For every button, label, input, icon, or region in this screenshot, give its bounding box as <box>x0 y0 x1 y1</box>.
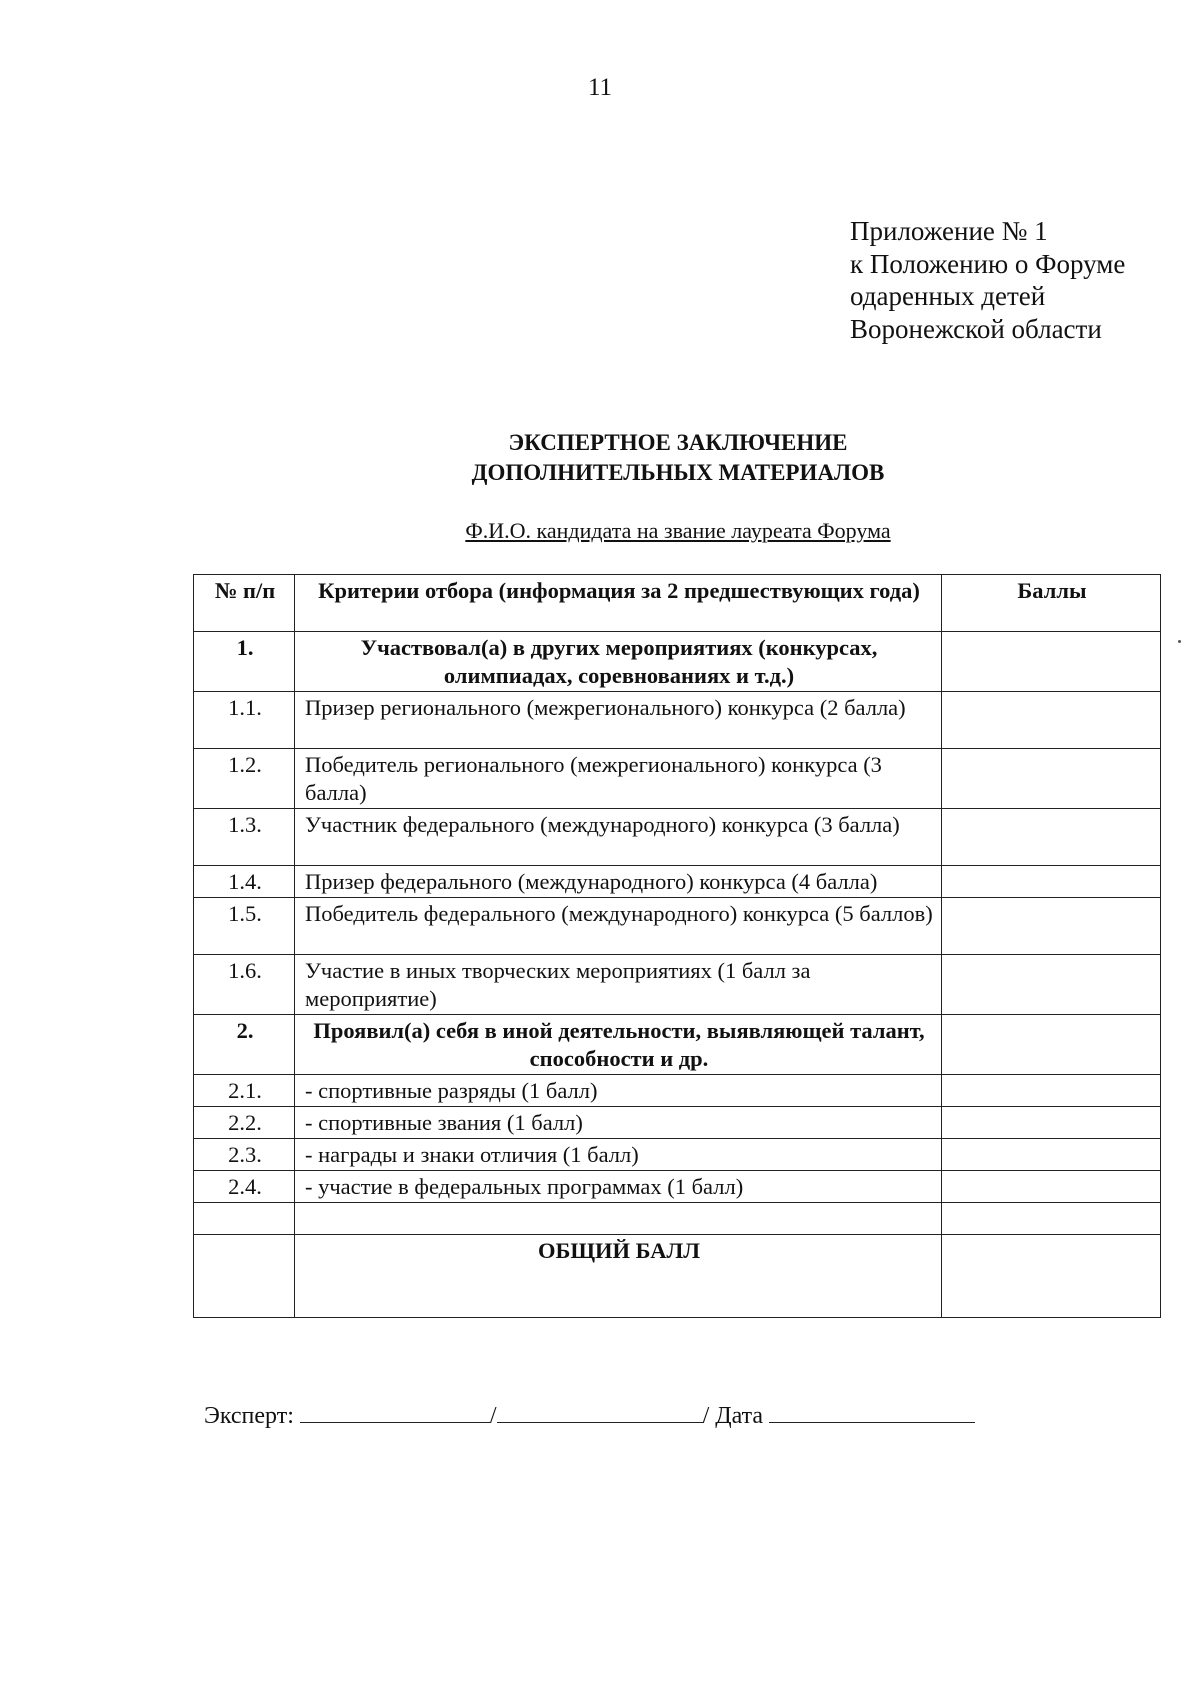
table-row <box>194 898 1161 955</box>
appendix-block <box>850 215 1125 345</box>
row-criteria: Призер регионального (межрегионального) конкурса (2 балла) <box>295 692 942 749</box>
table-row <box>194 1075 1161 1107</box>
signature-blank <box>300 1400 490 1423</box>
row-criteria: - спортивные звания (1 балл) <box>295 1107 942 1139</box>
empty-cell <box>194 1235 295 1318</box>
separator: / <box>489 1403 497 1429</box>
row-number: 1.1. <box>194 692 295 749</box>
row-criteria: Участвовал(а) в других мероприятиях (конкурсах, олимпиадах, соревнованиях и т.д.) <box>295 632 942 692</box>
row-criteria: - награды и знаки отличия (1 балл) <box>295 1139 942 1171</box>
total-score-label: ОБЩИЙ БАЛЛ <box>295 1235 942 1318</box>
score-cell <box>942 866 1161 898</box>
row-number: 1.3. <box>194 809 295 866</box>
table-header-row <box>194 575 1161 632</box>
empty-cell <box>295 1203 942 1235</box>
row-criteria: - спортивные разряды (1 балл) <box>295 1075 942 1107</box>
row-criteria: Призер федерального (международного) конкурса (4 балла) <box>295 866 942 898</box>
table-row <box>194 1015 1161 1075</box>
row-criteria: Победитель федерального (международного) конкурса (5 баллов) <box>295 898 942 955</box>
score-cell <box>942 1139 1161 1171</box>
row-number: 2.3. <box>194 1139 295 1171</box>
scan-dot <box>1178 640 1181 643</box>
score-cell <box>942 898 1161 955</box>
table-row <box>194 632 1161 692</box>
row-number: 2.1. <box>194 1075 295 1107</box>
title-line-2: ДОПОЛНИТЕЛЬНЫХ МАТЕРИАЛОВ <box>471 460 885 485</box>
name-blank <box>497 1400 703 1423</box>
score-cell <box>942 692 1161 749</box>
table-row <box>194 955 1161 1015</box>
page-number: 11 <box>587 74 613 101</box>
table-row <box>194 866 1161 898</box>
header-number: № п/п <box>194 575 295 632</box>
score-cell <box>942 1171 1161 1203</box>
table-row <box>194 1139 1161 1171</box>
appendix-line: к Положению о Форуме <box>850 248 1126 279</box>
row-criteria: Победитель регионального (межрегионального) конкурса (3 балла) <box>295 749 942 809</box>
header-criteria: Критерии отбора (информация за 2 предшествующих года) <box>295 575 942 632</box>
table-row <box>194 692 1161 749</box>
title-line-1: ЭКСПЕРТНОЕ ЗАКЛЮЧЕНИЕ <box>508 430 848 455</box>
row-criteria: Проявил(а) себя в иной деятельности, выявляющей талант, способности и др. <box>295 1015 942 1075</box>
row-number: 1.6. <box>194 955 295 1015</box>
row-number: 2.4. <box>194 1171 295 1203</box>
table-row <box>194 749 1161 809</box>
appendix-line: Воронежской области <box>850 313 1102 344</box>
row-number: 2.2. <box>194 1107 295 1139</box>
header-score: Баллы <box>942 575 1161 632</box>
row-criteria: Участие в иных творческих мероприятиях (1 балл за мероприятие) <box>295 955 942 1015</box>
appendix-line: одаренных детей <box>850 281 1046 311</box>
document-title <box>0 428 1200 488</box>
signature-line <box>204 1400 975 1430</box>
score-cell <box>942 955 1161 1015</box>
row-number: 1.4. <box>194 866 295 898</box>
row-number: 1. <box>194 632 295 692</box>
candidate-name-label: Ф.И.О. кандидата на звание лауреата Форума <box>465 518 891 543</box>
row-number: 1.2. <box>194 749 295 809</box>
date-label: / Дата <box>702 1403 764 1429</box>
score-cell <box>942 1075 1161 1107</box>
date-blank <box>769 1400 975 1423</box>
table-row <box>194 809 1161 866</box>
table-row <box>194 1171 1161 1203</box>
score-cell <box>942 749 1161 809</box>
table-row <box>194 1107 1161 1139</box>
row-criteria: Участник федерального (международного) конкурса (3 балла) <box>295 809 942 866</box>
total-row <box>194 1235 1161 1318</box>
score-cell <box>942 632 1161 692</box>
row-number: 1.5. <box>194 898 295 955</box>
empty-cell <box>942 1203 1161 1235</box>
appendix-line: Приложение № 1 <box>850 216 1048 246</box>
total-score-cell <box>942 1235 1161 1318</box>
score-cell <box>942 1107 1161 1139</box>
criteria-table <box>193 574 1161 1318</box>
score-cell <box>942 1015 1161 1075</box>
row-criteria: - участие в федеральных программах (1 балл) <box>295 1171 942 1203</box>
row-number: 2. <box>194 1015 295 1075</box>
empty-cell <box>194 1203 295 1235</box>
expert-label: Эксперт: <box>204 1403 294 1429</box>
empty-row <box>194 1203 1161 1235</box>
score-cell <box>942 809 1161 866</box>
